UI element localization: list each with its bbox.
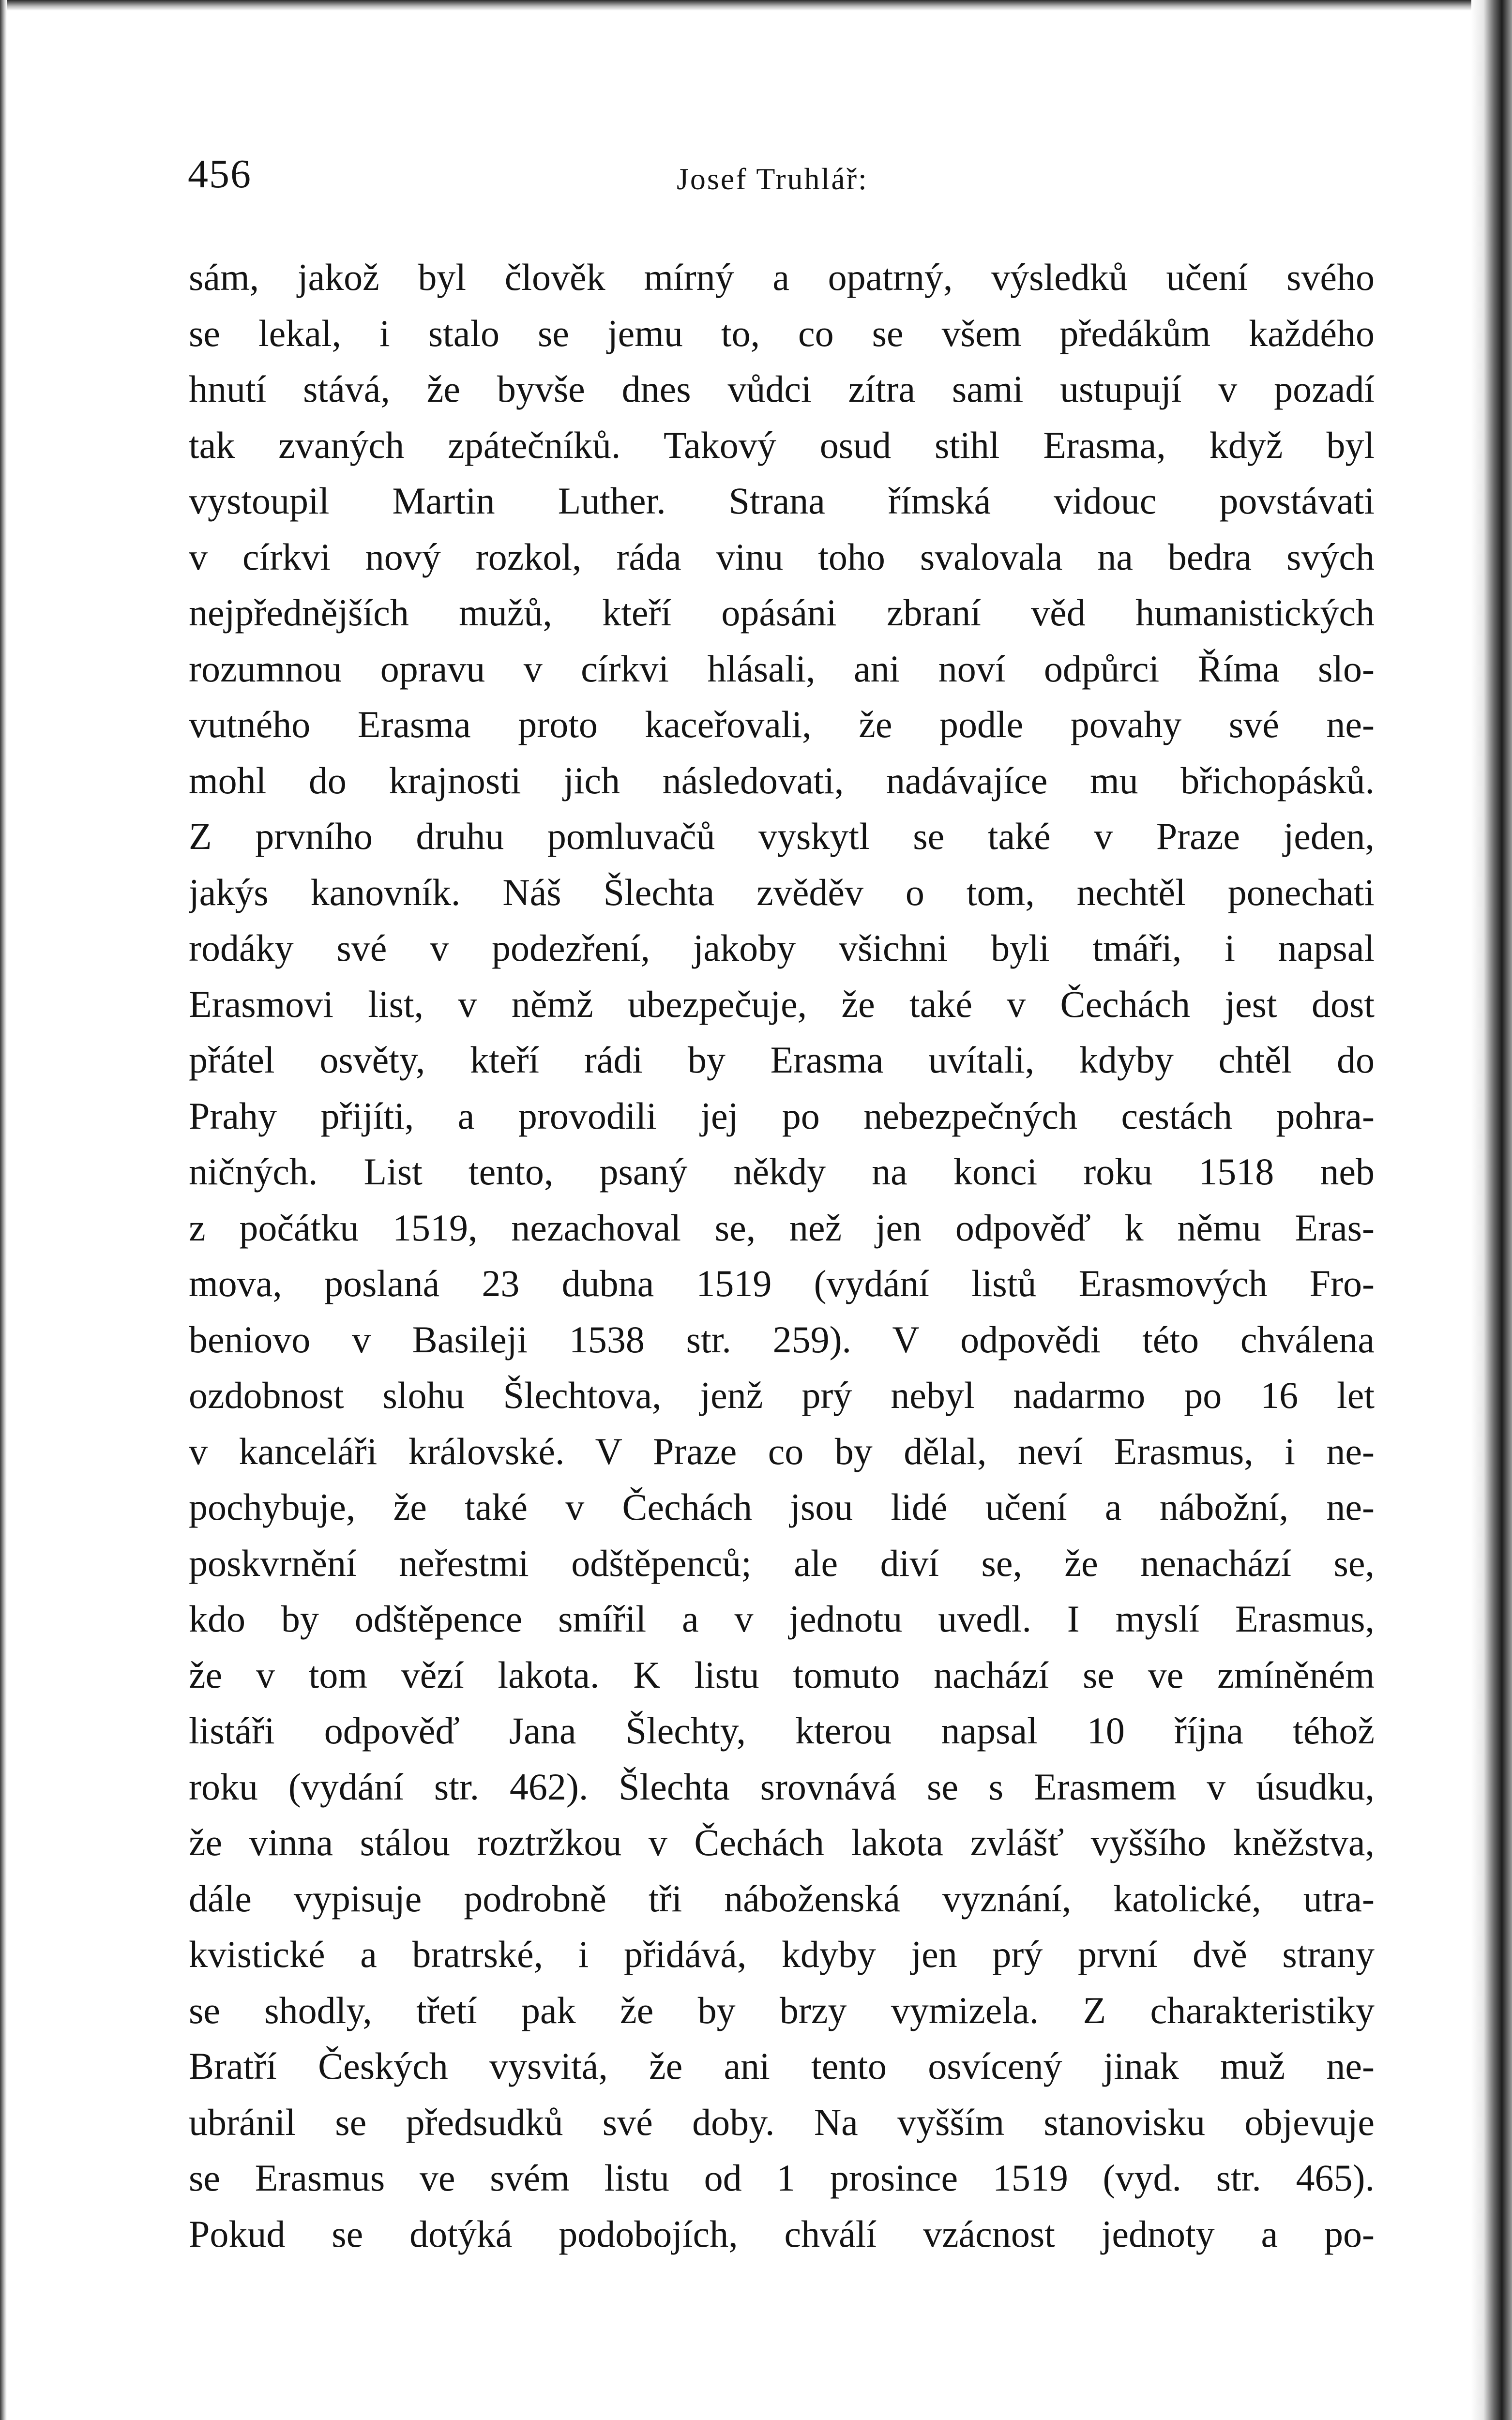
scan-shadow-right — [1471, 0, 1512, 2420]
text-line: mova, poslaná 23 dubna 1519 (vydání listů Erasmových Fro- — [189, 1262, 1375, 1304]
text-line: roku (vydání str. 462). Šlechta srovnává se s Erasmem v úsudku, — [189, 1765, 1375, 1808]
running-head: Josef Truhlář: — [677, 162, 868, 196]
text-line: Prahy přijíti, a provodili jej po nebezpečných cestách pohra- — [189, 1094, 1375, 1137]
text-line: ničných. List tento, psaný někdy na konci roku 1518 neb — [189, 1150, 1375, 1193]
text-line: jakýs kanovník. Náš Šlechta zvěděv o tom, nechtěl ponechati — [189, 871, 1375, 913]
text-line: ubránil se předsudků své doby. Na vyšším stanovisku objevuje — [189, 2101, 1375, 2143]
text-line: Pokud se dotýká podobojích, chválí vzácnost jednoty a po- — [189, 2212, 1375, 2255]
text-line: rodáky své v podezření, jakoby všichni byli tmáři, i napsal — [189, 927, 1375, 969]
text-line: v církvi nový rozkol, ráda vinu toho svalovala na bedra svých — [189, 535, 1375, 578]
text-line: listáři odpověď Jana Šlechty, kterou napsal 10 října téhož — [189, 1709, 1375, 1752]
text-line: se lekal, i stalo se jemu to, co se všem předákům každého — [189, 312, 1375, 354]
text-line: nejpřednějších mužů, kteří opásáni zbraní věd humanistických — [189, 591, 1375, 634]
text-line: sám, jakož byl člověk mírný a opatrný, výsledků učení svého — [189, 256, 1375, 298]
text-line: ozdobnost slohu Šlechtova, jenž prý nebyl nadarmo po 16 let — [189, 1374, 1375, 1416]
page-header — [188, 145, 899, 203]
text-line: vutného Erasma proto kaceřovali, že podle povahy své ne- — [189, 703, 1375, 745]
text-line: tak zvaných zpátečníků. Takový osud stihl Erasma, když byl — [189, 424, 1375, 466]
text-line: kvistické a bratrské, i přidává, kdyby jen prý první dvě strany — [189, 1933, 1375, 1975]
text-line: poskvrnění neřestmi odštěpenců; ale diví se, že nenachází se, — [189, 1542, 1375, 1584]
text-line: rozumnou opravu v církvi hlásali, ani noví odpůrci Říma slo- — [189, 647, 1375, 690]
scan-shadow-top — [0, 0, 1512, 11]
scan-shadow-left — [0, 0, 7, 2420]
text-line: pochybuje, že také v Čechách jsou lidé učení a nábožní, ne- — [189, 1486, 1375, 1528]
text-line: Erasmovi list, v němž ubezpečuje, že také v Čechách jest dost — [189, 983, 1375, 1025]
text-line: v kanceláři královské. V Praze co by dělal, neví Erasmus, i ne- — [189, 1430, 1375, 1472]
text-line: že vinna stálou roztržkou v Čechách lakota zvlášť vyššího kněžstva, — [189, 1821, 1375, 1863]
text-line: kdo by odštěpence smířil a v jednotu uvedl. I myslí Erasmus, — [189, 1598, 1375, 1640]
page-number: 456 — [188, 151, 252, 197]
text-line: dále vypisuje podrobně tři náboženská vyznání, katolické, utra- — [189, 1877, 1375, 1920]
text-line: mohl do krajnosti jich následovati, nadávajíce mu břichopásků. — [189, 759, 1375, 802]
text-line: beniovo v Basileji 1538 str. 259). V odpovědi této chválena — [189, 1318, 1375, 1361]
body-text — [189, 249, 1375, 2262]
text-line: hnutí stává, že byvše dnes vůdci zítra sami ustupují v pozadí — [189, 368, 1375, 410]
text-line: se shodly, třetí pak že by brzy vymizela. Z charakteristiky — [189, 1989, 1375, 2031]
text-line: že v tom vězí lakota. K listu tomuto nachází se ve zmíněném — [189, 1653, 1375, 1696]
text-line: se Erasmus ve svém listu od 1 prosince 1519 (vyd. str. 465). — [189, 2157, 1375, 2199]
text-line: vystoupil Martin Luther. Strana římská vidouc povstávati — [189, 480, 1375, 522]
text-line: Z prvního druhu pomluvačů vyskytl se také v Praze jeden, — [189, 815, 1375, 857]
text-line: z počátku 1519, nezachoval se, než jen odpověď k němu Eras- — [189, 1206, 1375, 1249]
text-line: Bratří Českých vysvitá, že ani tento osvícený jinak muž ne- — [189, 2045, 1375, 2087]
text-line: přátel osvěty, kteří rádi by Erasma uvítali, kdyby chtěl do — [189, 1039, 1375, 1081]
